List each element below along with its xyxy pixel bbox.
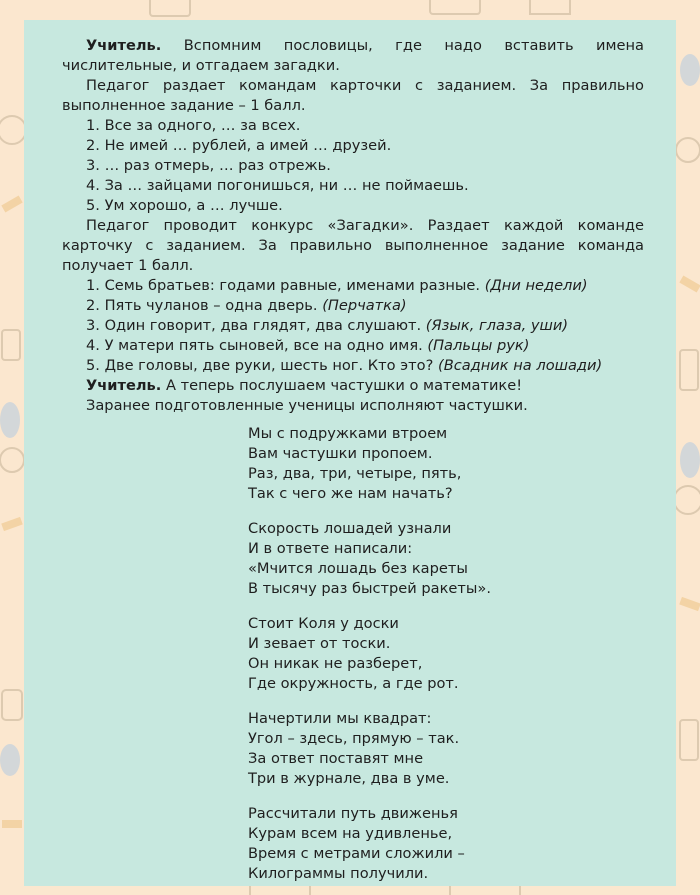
poem-line: Он никак не разберет,: [248, 655, 423, 672]
poem-line: Стоит Коля у доски: [248, 615, 399, 632]
stanza: [248, 804, 644, 884]
riddle-question: 2. Пять чуланов – одна дверь.: [86, 297, 318, 314]
poem-line: Угол – здесь, прямую – так.: [248, 730, 460, 747]
poem-line: Килограммы получили.: [248, 865, 429, 882]
poem-line: Раз, два, три, четыре, пять,: [248, 465, 462, 482]
poem-line: Где окружность, а где рот.: [248, 675, 459, 692]
poem-line: Три в журнале, два в уме.: [248, 770, 450, 787]
stanza: [248, 424, 644, 504]
riddle-question: 5. Две головы, две руки, шесть ног. Кто это?: [86, 357, 434, 374]
riddle-answer: (Язык, глаза, уши): [425, 317, 569, 334]
riddle-answer: (Пальцы рук): [427, 337, 530, 354]
proverb-item: 4. За … зайцами погонишься, ни … не поймаешь.: [86, 177, 469, 194]
proverb-item: 1. Все за одного, … за всех.: [86, 117, 301, 134]
riddle-answer: (Дни недели): [484, 277, 588, 294]
proverb-item: 3. … раз отмерь, … раз отрежь.: [86, 157, 331, 174]
riddle-answer: (Перчатка): [322, 297, 407, 314]
speaker-label: Учитель.: [86, 377, 162, 394]
poem-line: «Мчится лошадь без кареты: [248, 560, 468, 577]
riddle-item: [62, 336, 644, 356]
instruction-chastushki: Заранее подготовленные ученицы исполняют частушки.: [86, 397, 528, 414]
poem-line: Мы с подружками втроем: [248, 425, 448, 442]
riddle-question: 1. Семь братьев: годами равные, именами разные.: [86, 277, 481, 294]
stanza: [248, 614, 644, 694]
poem-line: Рассчитали путь движенья: [248, 805, 458, 822]
poem-line: И в ответе написали:: [248, 540, 413, 557]
instruction-riddles: Педагог проводит конкурс «Загадки». Раздает каждой команде карточку с заданием. За правильно выполненное задание команда получает 1 балл.: [62, 217, 644, 274]
poem-line: В тысячу раз быстрей ракеты».: [248, 580, 491, 597]
proverb-item: 5. Ум хорошо, а … лучше.: [86, 197, 283, 214]
riddle-item: [62, 356, 644, 376]
riddle-answer: (Всадник на лошади): [438, 357, 603, 374]
stanza: [248, 519, 644, 599]
announcement-text: А теперь послушаем частушки о математике!: [165, 377, 523, 394]
chastushki-poem: [248, 424, 644, 884]
poem-line: Вам частушки пропоем.: [248, 445, 433, 462]
poem-line: Скорость лошадей узнали: [248, 520, 452, 537]
riddle-item: [62, 296, 644, 316]
riddle-question: 3. Один говорит, два глядят, два слушают.: [86, 317, 422, 334]
stanza: [248, 709, 644, 789]
teacher-intro: [62, 36, 644, 76]
proverb-item: 2. Не имей … рублей, а имей … друзей.: [86, 137, 392, 154]
intro-text: Вспомним пословицы, где надо вставить имена числительные, и отгадаем загадки.: [62, 37, 645, 74]
riddle-item: [62, 316, 644, 336]
content-panel: [24, 20, 676, 886]
poem-line: Начертили мы квадрат:: [248, 710, 432, 727]
speaker-label: Учитель.: [86, 37, 162, 54]
instruction-proverbs: Педагог раздает командам карточки с заданием. За правильно выполненное задание – 1 балл.: [62, 77, 644, 114]
poem-line: Так с чего же нам начать?: [248, 485, 453, 502]
riddle-item: [62, 276, 644, 296]
teacher-announcement: [62, 376, 644, 396]
poem-line: Время с метрами сложили –: [248, 845, 465, 862]
poem-line: За ответ поставят мне: [248, 750, 424, 767]
poem-line: И зевает от тоски.: [248, 635, 391, 652]
riddle-question: 4. У матери пять сыновей, все на одно имя.: [86, 337, 423, 354]
poem-line: Курам всем на удивленье,: [248, 825, 453, 842]
